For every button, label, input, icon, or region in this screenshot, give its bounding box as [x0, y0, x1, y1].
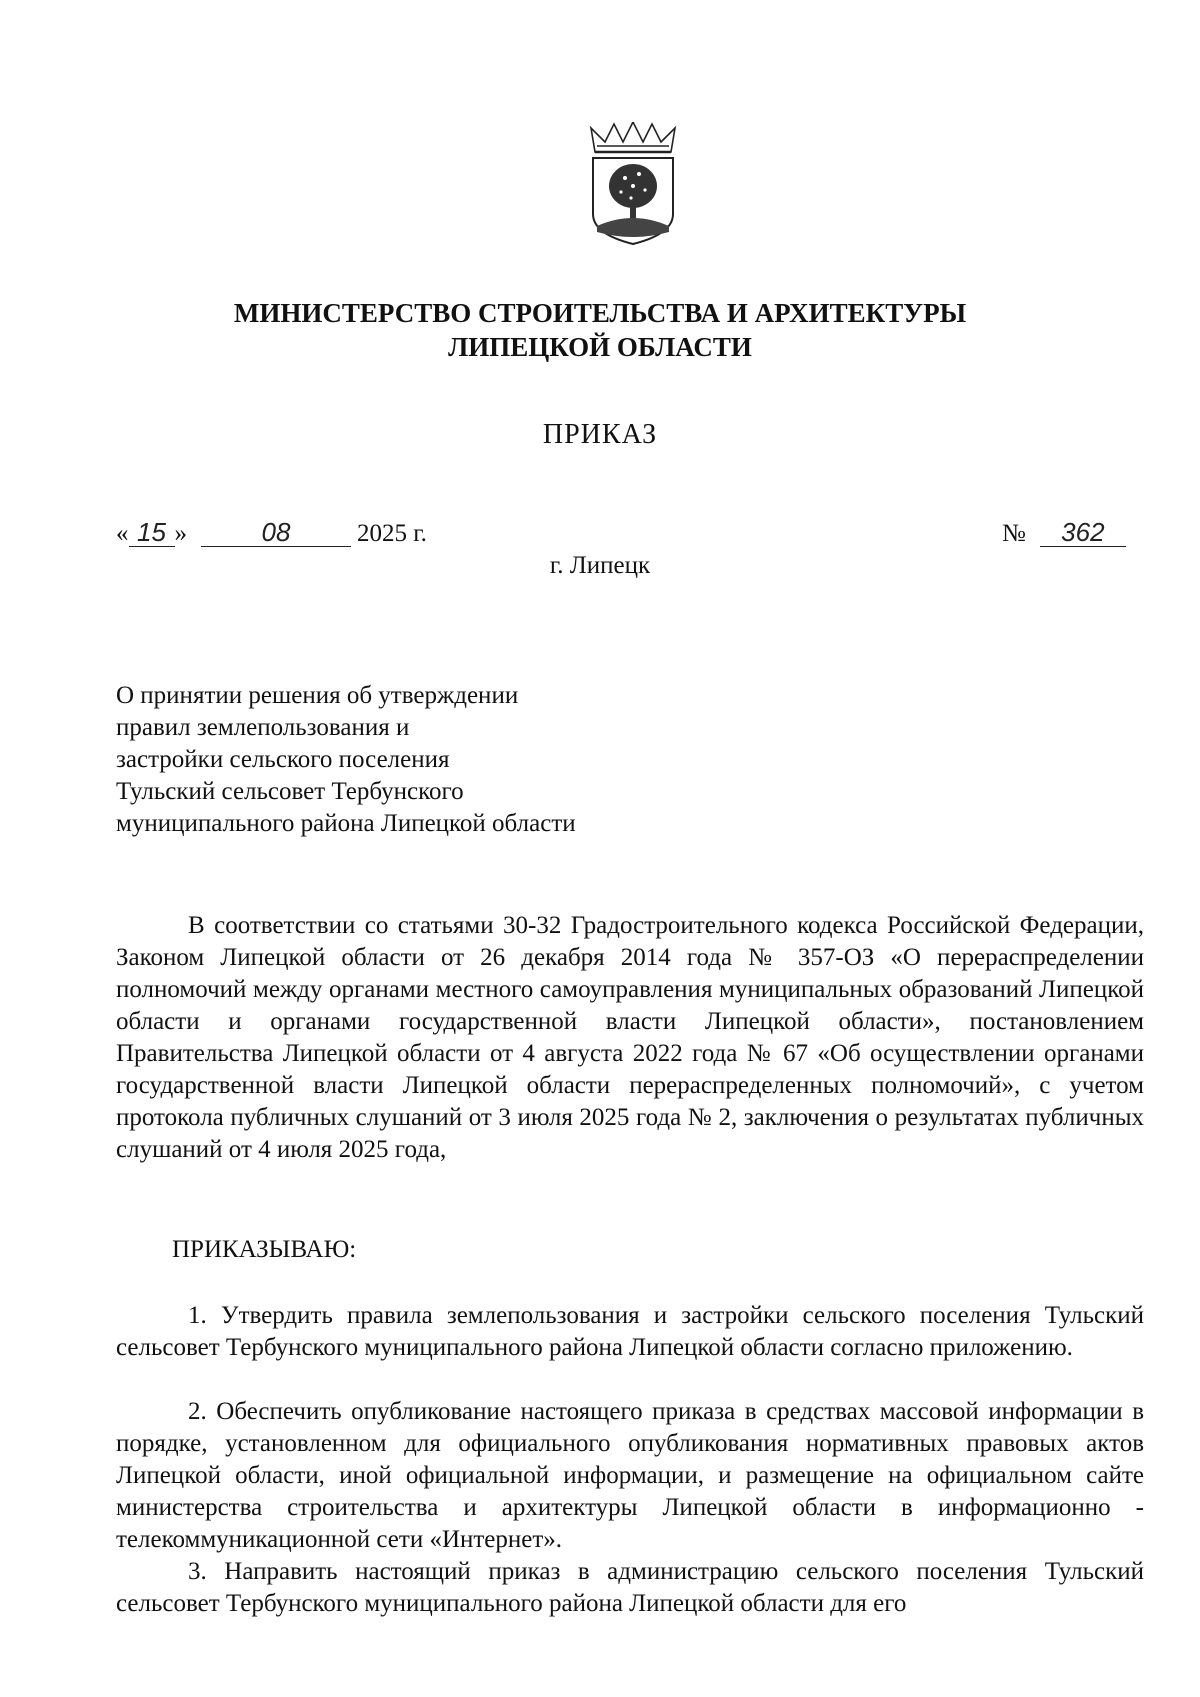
open-quote: «: [116, 520, 129, 547]
ministry-name: [0, 296, 1200, 364]
date-day: 15: [129, 518, 175, 547]
coat-of-arms-icon: [587, 122, 679, 248]
ministry-line-2: ЛИПЕЦКОЙ ОБЛАСТИ: [448, 332, 752, 362]
ministry-line-1: МИНИСТЕРСТВО СТРОИТЕЛЬСТВА И АРХИТЕКТУРЫ: [233, 298, 967, 328]
number-sign: №: [1002, 520, 1026, 547]
city: г. Липецк: [549, 552, 651, 579]
document-number: [1002, 518, 1126, 548]
document-type: ПРИКАЗ: [542, 419, 658, 450]
date-line: [116, 518, 427, 548]
subject-line: застройки сельского поселения: [116, 746, 450, 773]
order-item-3: 3. Направить настоящий приказ в администрацию сельского поселения Тульский сельсовет Тербунского муниципального района Липецкой области для его: [116, 1558, 1144, 1617]
close-quote: »: [174, 520, 187, 547]
date-year: 2025 г.: [357, 520, 427, 547]
subject-line: правил землепользования и: [116, 714, 410, 741]
order-word: ПРИКАЗЫВАЮ:: [172, 1236, 357, 1263]
number-value: 362: [1040, 518, 1126, 547]
subject-line: муниципального района Липецкой области: [116, 810, 576, 837]
subject-line: О принятии решения об утверждении: [116, 682, 519, 709]
order-item-2: 2. Обеспечить опубликование настоящего приказа в средствах массовой информации в порядке, установленном для официального опубликования нормативных правовых актов Липецкой области, иной официальной информации, и размещение на официальном сайте министерства строительства и архитектуры Липецкой области в информационно - телекоммуникационной сети «Интернет».: [116, 1398, 1144, 1553]
order-item-1: 1. Утвердить правила землепользования и застройки сельского поселения Тульский сельсовет Тербунского муниципального района Липецкой области согласно приложению.: [116, 1302, 1144, 1361]
subject-block: [116, 680, 576, 840]
date-month: 08: [201, 518, 351, 547]
preamble-paragraph: В соответствии со статьями 30-32 Градостроительного кодекса Российской Федерации, Законом Липецкой области от 26 декабря 2014 года № 357-ОЗ «О перераспределении полномочий между органами местного самоуправления муниципальных образований Липецкой области и органами государственной власти Липецкой области», постановлением Правительства Липецкой области от 4 августа 2022 года № 67 «Об осуществлении органами государственной власти Липецкой области перераспределенных полномочий», с учетом протокола публичных слушаний от 3 июля 2025 года № 2, заключения о результатах публичных слушаний от 4 июля 2025 года,: [116, 912, 1144, 1163]
subject-line: Тульский сельсовет Тербунского: [116, 778, 464, 805]
